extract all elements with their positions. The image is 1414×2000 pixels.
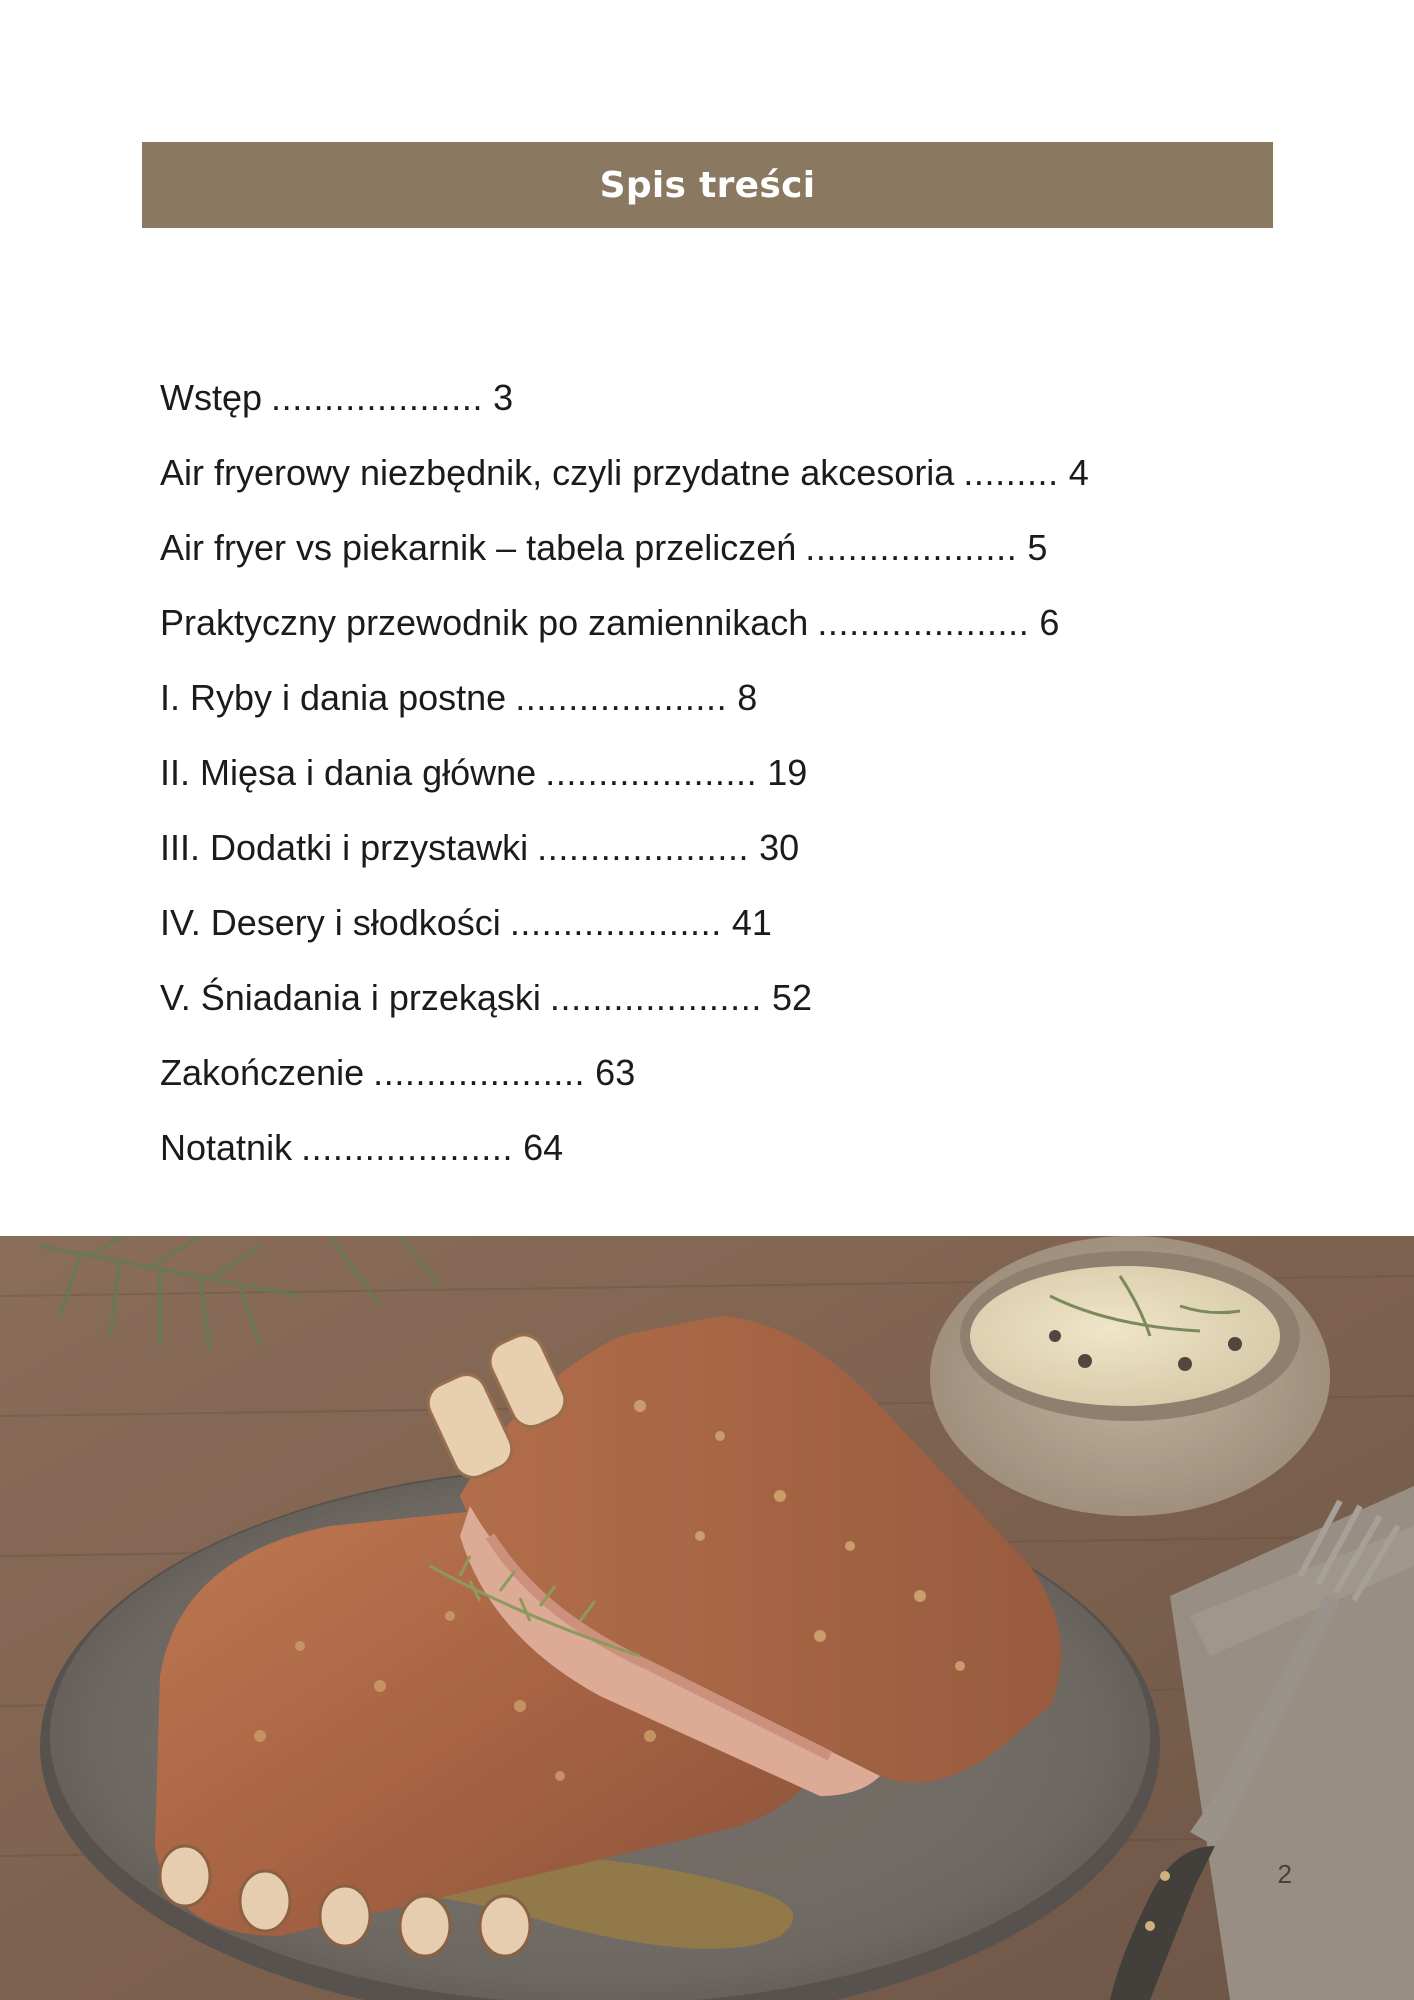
toc-item-page: 41	[731, 901, 772, 943]
toc-item-page: 3	[493, 376, 514, 418]
glazed-ribs-photo	[0, 1236, 1414, 2000]
toc-item[interactable]	[160, 660, 1260, 735]
toc-item-page: 6	[1039, 601, 1060, 643]
toc-item-page: 5	[1027, 526, 1048, 568]
toc-item-title: V. Śniadania i przekąski	[160, 976, 541, 1018]
page-number: 2	[1277, 1859, 1292, 1889]
toc-leader-dots: ....................	[301, 1126, 514, 1168]
toc-item-title: Air fryerowy niezbędnik, czyli przydatne akcesoria	[160, 451, 955, 493]
toc-leader-dots: ....................	[373, 1051, 586, 1093]
toc-item-title: I. Ryby i dania postne	[160, 676, 507, 718]
page-title: Spis treści	[599, 164, 816, 206]
toc-leader-dots: ....................	[545, 751, 758, 793]
toc-item-page: 52	[771, 976, 812, 1018]
toc-leader-dots: ....................	[509, 901, 722, 943]
toc-leader-dots: ....................	[515, 676, 728, 718]
toc-item-title: Air fryer vs piekarnik – tabela przeliczeń	[160, 526, 797, 568]
table-of-contents	[160, 360, 1260, 1185]
toc-item[interactable]	[160, 735, 1260, 810]
toc-item[interactable]	[160, 1110, 1260, 1185]
toc-leader-dots: .........	[963, 451, 1059, 493]
toc-item-title: Praktyczny przewodnik po zamiennikach	[160, 601, 809, 643]
toc-item[interactable]	[160, 1035, 1260, 1110]
toc-item-page: 8	[737, 676, 758, 718]
toc-item[interactable]	[160, 435, 1260, 510]
toc-item-page: 63	[595, 1051, 636, 1093]
toc-item-title: III. Dodatki i przystawki	[160, 826, 529, 868]
toc-item-page: 30	[759, 826, 800, 868]
toc-leader-dots: ....................	[549, 976, 762, 1018]
toc-leader-dots: ....................	[805, 526, 1018, 568]
toc-item-title: Zakończenie	[160, 1051, 365, 1093]
title-band	[142, 142, 1273, 228]
toc-leader-dots: ....................	[537, 826, 750, 868]
toc-item[interactable]	[160, 960, 1260, 1035]
toc-item[interactable]	[160, 510, 1260, 585]
toc-leader-dots: ....................	[817, 601, 1030, 643]
toc-leader-dots: ....................	[271, 376, 484, 418]
toc-item[interactable]	[160, 585, 1260, 660]
toc-item-title: Notatnik	[160, 1126, 293, 1168]
toc-item[interactable]	[160, 885, 1260, 960]
toc-item-title: Wstęp	[160, 376, 263, 418]
toc-item[interactable]	[160, 360, 1260, 435]
toc-item-title: II. Mięsa i dania główne	[160, 751, 537, 793]
toc-item-page: 64	[523, 1126, 564, 1168]
toc-item[interactable]	[160, 810, 1260, 885]
toc-item-title: IV. Desery i słodkości	[160, 901, 501, 943]
toc-item-page: 4	[1068, 451, 1089, 493]
toc-item-page: 19	[767, 751, 808, 793]
